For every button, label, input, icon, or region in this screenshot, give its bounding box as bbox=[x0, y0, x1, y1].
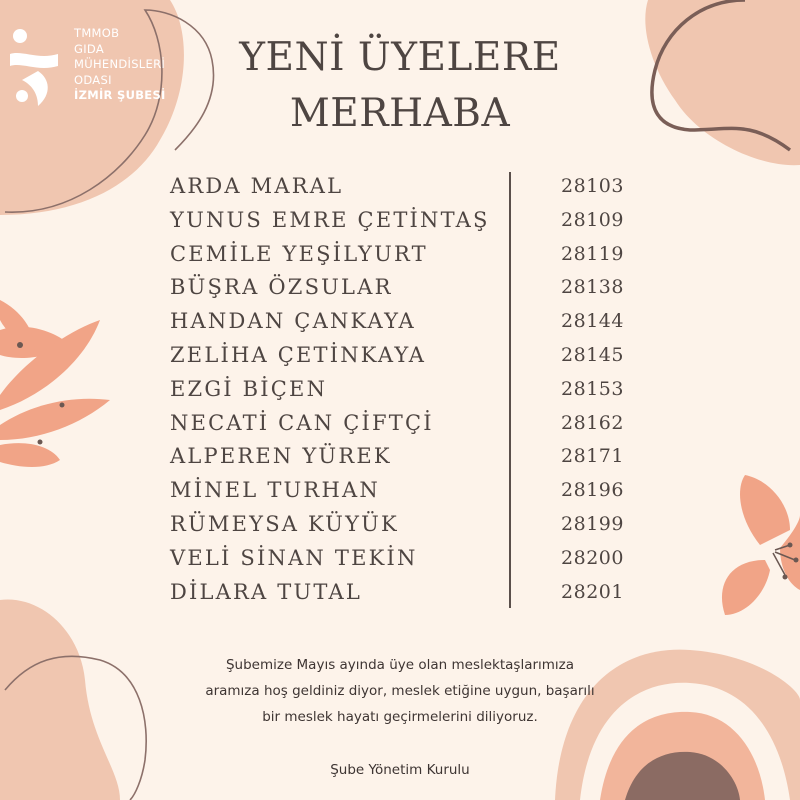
member-row bbox=[170, 474, 630, 508]
welcome-message bbox=[150, 652, 650, 730]
member-number: 28201 bbox=[561, 580, 624, 603]
page-title bbox=[200, 30, 600, 142]
logo-line-izmir-subesi: İZMİR ŞUBESİ bbox=[74, 88, 166, 102]
member-number: 28145 bbox=[561, 343, 624, 366]
logo-line-odasi: ODASI bbox=[74, 72, 112, 87]
message-line-2: aramıza hoş geldiniz diyor, meslek etiğine uygun, başarılı bbox=[205, 683, 595, 699]
logo-line-muhendisleri: MÜHENDİSLERİ bbox=[74, 57, 166, 71]
title-line-1: YENİ ÜYELERE bbox=[239, 35, 561, 80]
member-name: YUNUS EMRE ÇETİNTAŞ bbox=[170, 207, 490, 232]
member-number: 28144 bbox=[561, 310, 624, 333]
member-name: HANDAN ÇANKAYA bbox=[170, 309, 416, 334]
member-row bbox=[170, 440, 630, 474]
member-list bbox=[170, 170, 630, 609]
member-row bbox=[170, 170, 630, 204]
member-name: ALPEREN YÜREK bbox=[170, 444, 392, 469]
member-row bbox=[170, 407, 630, 441]
member-name: BÜŞRA ÖZSULAR bbox=[170, 275, 393, 300]
member-name: VELİ SİNAN TEKİN bbox=[170, 545, 418, 570]
member-name: NECATİ CAN ÇİFTÇİ bbox=[170, 410, 434, 435]
member-name: CEMİLE YEŞİLYURT bbox=[170, 241, 428, 266]
logo-line-tmmob: TMMOB bbox=[74, 26, 120, 40]
gmo-logo-icon bbox=[8, 24, 63, 108]
message-line-3: bir meslek hayatı geçirmelerini diliyoruz. bbox=[262, 709, 538, 725]
member-number: 28103 bbox=[561, 175, 624, 197]
bottom-left-blob bbox=[0, 600, 120, 800]
member-row bbox=[170, 542, 630, 576]
member-number: 28162 bbox=[561, 411, 624, 434]
logo bbox=[8, 24, 188, 114]
signature: Şube Yönetim Kurulu bbox=[330, 762, 470, 778]
member-row bbox=[170, 204, 630, 238]
member-number: 28119 bbox=[561, 242, 624, 265]
member-row bbox=[170, 271, 630, 305]
member-number: 28109 bbox=[561, 208, 624, 231]
member-row bbox=[170, 508, 630, 542]
member-number: 28196 bbox=[561, 479, 624, 502]
logo-text bbox=[74, 26, 166, 104]
member-name: DİLARA TUTAL bbox=[170, 579, 362, 604]
member-name: ARDA MARAL bbox=[170, 174, 344, 198]
member-number: 28199 bbox=[561, 512, 624, 535]
member-name: ZELİHA ÇETİNKAYA bbox=[170, 342, 427, 367]
member-row bbox=[170, 305, 630, 339]
left-leaf-plant bbox=[0, 300, 110, 467]
message-line-1: Şubemize Mayıs ayında üye olan meslektaşlarımıza bbox=[225, 657, 575, 673]
member-number: 28138 bbox=[561, 276, 624, 299]
member-row bbox=[170, 339, 630, 373]
member-row bbox=[170, 238, 630, 272]
member-number: 28153 bbox=[561, 377, 624, 400]
member-number: 28171 bbox=[561, 445, 624, 468]
member-name: RÜMEYSA KÜYÜK bbox=[170, 511, 399, 536]
member-number: 28200 bbox=[561, 546, 624, 569]
member-name: EZGİ BİÇEN bbox=[170, 376, 328, 401]
title-line-2: MERHABA bbox=[289, 91, 511, 136]
member-row bbox=[170, 373, 630, 407]
member-name: MİNEL TURHAN bbox=[170, 478, 380, 503]
logo-line-gida: GIDA bbox=[74, 41, 105, 56]
member-row bbox=[170, 576, 630, 610]
